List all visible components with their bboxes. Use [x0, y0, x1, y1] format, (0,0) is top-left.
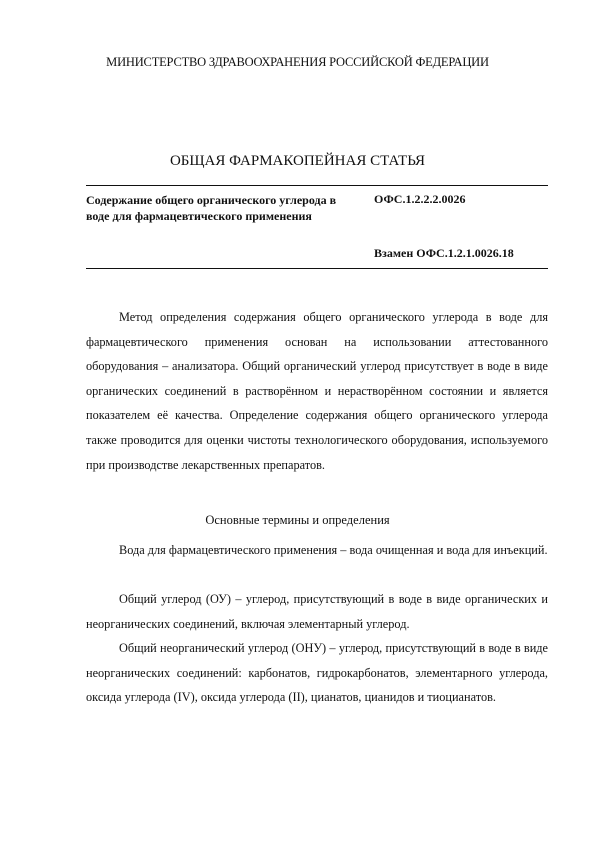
document-type-title: ОБЩАЯ ФАРМАКОПЕЙНАЯ СТАТЬЯ — [169, 153, 426, 169]
article-code: ОФС.1.2.2.2.0026 — [374, 192, 466, 206]
replaces-note: Взамен ОФС.1.2.1.0026.18 — [374, 246, 514, 260]
top-rule — [86, 185, 548, 186]
definition-total-carbon: Общий углерод (ОУ) – углерод, присутствующий в воде в виде органических и неорганических соединений, включая элементарный углерод. — [86, 592, 548, 631]
definition-water: Вода для фармацевтического применения – вода очищенная и вода для инъекций. — [119, 543, 548, 557]
ministry-heading: МИНИСТЕРСТВО ЗДРАВООХРАНЕНИЯ РОССИЙСКОЙ ФЕДЕРАЦИИ — [106, 55, 489, 69]
bottom-rule — [86, 268, 548, 269]
intro-paragraph: Метод определения содержания общего органического углерода в воде для фармацевтического применения основан на использовании аттестованного оборудования – анализатора. Общий органический углерод присутствует в воде в виде органических соединений в растворённом и нерастворённом состоянии и является показателем её качества. Определение содержания общего органического углерода также проводится для оценки чистоты технологического оборудования, используемого при производстве лекарственных препаратов. — [86, 310, 548, 472]
definition-inorganic-carbon: Общий неорганический углерод (ОНУ) – углерод, присутствующий в воде в виде неорганических соединений: карбонатов, гидрокарбонатов, элементарного углерода, оксида углерода (IV), оксида углерода (II), цианатов, цианидов и тиоцианатов. — [86, 641, 548, 705]
article-subject: Содержание общего органического углерода в воде для фармацевтического применения — [86, 193, 337, 223]
section-heading: Основные термины и определения — [205, 513, 390, 527]
